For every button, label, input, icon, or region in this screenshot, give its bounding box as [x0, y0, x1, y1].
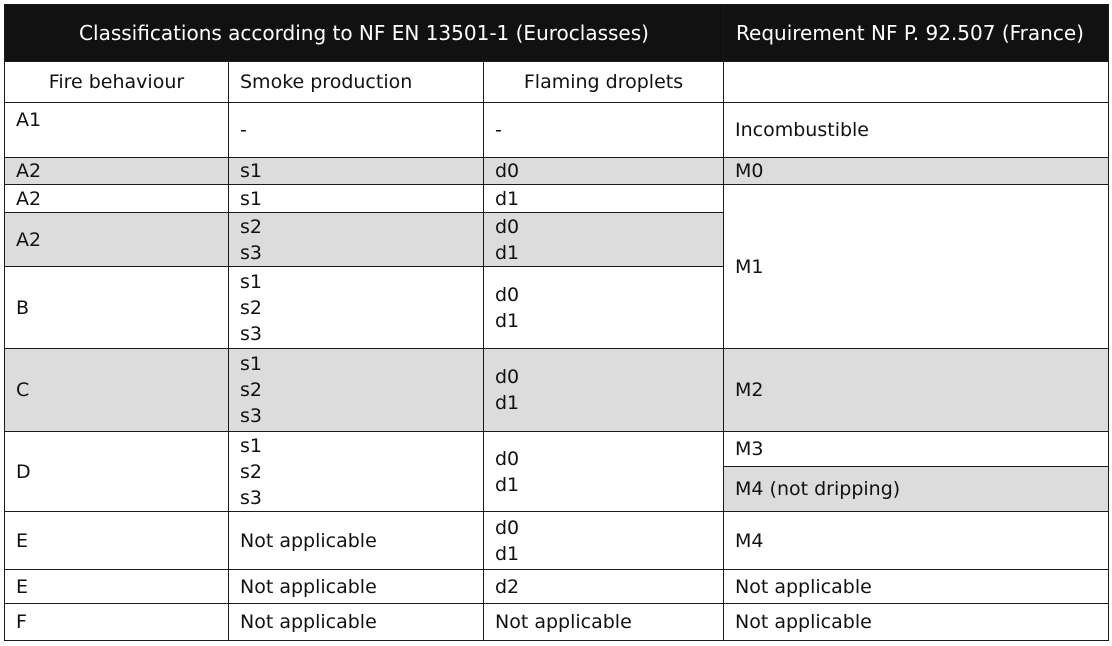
- smoke-value: s2: [240, 215, 262, 238]
- droplets-value: d0: [495, 283, 520, 306]
- fire-cell: E: [5, 512, 229, 570]
- smoke-production-header: Smoke production: [229, 62, 484, 103]
- droplets-cell: -: [484, 103, 724, 158]
- smoke-cell: [229, 267, 484, 349]
- smoke-cell: [229, 432, 484, 512]
- euroclass-header: Classifications according to NF EN 13501-1 (Euroclasses): [5, 5, 724, 62]
- requirement-cell: M3: [724, 432, 1109, 467]
- smoke-value: s1: [240, 353, 262, 375]
- smoke-cell: [229, 349, 484, 432]
- fire-cell: A2: [5, 158, 229, 185]
- droplets-cell: [484, 267, 724, 349]
- smoke-value: s3: [240, 241, 262, 264]
- smoke-cell: Not applicable: [229, 604, 484, 641]
- table-row: [5, 570, 1109, 604]
- droplets-cell: [484, 512, 724, 570]
- smoke-value: s3: [240, 486, 262, 509]
- droplets-value: d1: [495, 473, 520, 496]
- droplets-value: d1: [495, 241, 520, 264]
- fire-cell: A2: [5, 213, 229, 267]
- droplets-cell: d0: [484, 158, 724, 185]
- smoke-value: s3: [240, 405, 262, 427]
- smoke-cell: Not applicable: [229, 512, 484, 570]
- requirement-cell: M2: [724, 349, 1109, 432]
- requirement-header: Requirement NF P. 92.507 (France): [724, 5, 1109, 62]
- droplets-value: d0: [495, 215, 520, 238]
- smoke-cell: [229, 213, 484, 267]
- droplets-value: d0: [495, 516, 520, 539]
- table-row: [5, 512, 1109, 570]
- droplets-cell: d1: [484, 185, 724, 213]
- requirement-subheader: [724, 62, 1109, 103]
- requirement-cell: Not applicable: [724, 604, 1109, 641]
- droplets-cell: Not applicable: [484, 604, 724, 641]
- droplets-cell: [484, 432, 724, 512]
- table-row: [5, 604, 1109, 641]
- droplets-value: d0: [495, 366, 520, 388]
- droplets-value: d0: [495, 447, 520, 470]
- droplets-cell: [484, 349, 724, 432]
- requirement-cell: M4 (not dripping): [724, 467, 1109, 512]
- header-row: [5, 5, 1109, 62]
- smoke-cell: -: [229, 103, 484, 158]
- fire-cell: F: [5, 604, 229, 641]
- fire-cell: E: [5, 570, 229, 604]
- droplets-value: d1: [495, 392, 520, 414]
- table-row: [5, 158, 1109, 185]
- table-row: [5, 349, 1109, 432]
- smoke-cell: s1: [229, 185, 484, 213]
- smoke-value: s2: [240, 379, 262, 401]
- fire-behaviour-header: Fire behaviour: [5, 62, 229, 103]
- flaming-droplets-header: Flaming droplets: [484, 62, 724, 103]
- table-row: [5, 432, 1109, 467]
- fire-cell: A1: [5, 103, 229, 158]
- requirement-cell: M0: [724, 158, 1109, 185]
- smoke-value: s3: [240, 322, 262, 345]
- smoke-cell: Not applicable: [229, 570, 484, 604]
- smoke-value: s1: [240, 434, 262, 457]
- fire-cell: D: [5, 432, 229, 512]
- fire-classification-table: [4, 4, 1109, 641]
- table-row: [5, 103, 1109, 158]
- requirement-cell: Incombustible: [724, 103, 1109, 158]
- smoke-value: s2: [240, 296, 262, 319]
- fire-cell: B: [5, 267, 229, 349]
- requirement-cell: Not applicable: [724, 570, 1109, 604]
- droplets-value: d1: [495, 542, 520, 565]
- smoke-cell: s1: [229, 158, 484, 185]
- fire-cell: A2: [5, 185, 229, 213]
- droplets-value: d1: [495, 309, 520, 332]
- table-row: [5, 185, 1109, 213]
- droplets-cell: [484, 213, 724, 267]
- fire-cell: C: [5, 349, 229, 432]
- smoke-value: s1: [240, 270, 262, 293]
- droplets-cell: d2: [484, 570, 724, 604]
- subheader-row: [5, 62, 1109, 103]
- requirement-cell: M1: [724, 185, 1109, 349]
- requirement-cell: M4: [724, 512, 1109, 570]
- smoke-value: s2: [240, 460, 262, 483]
